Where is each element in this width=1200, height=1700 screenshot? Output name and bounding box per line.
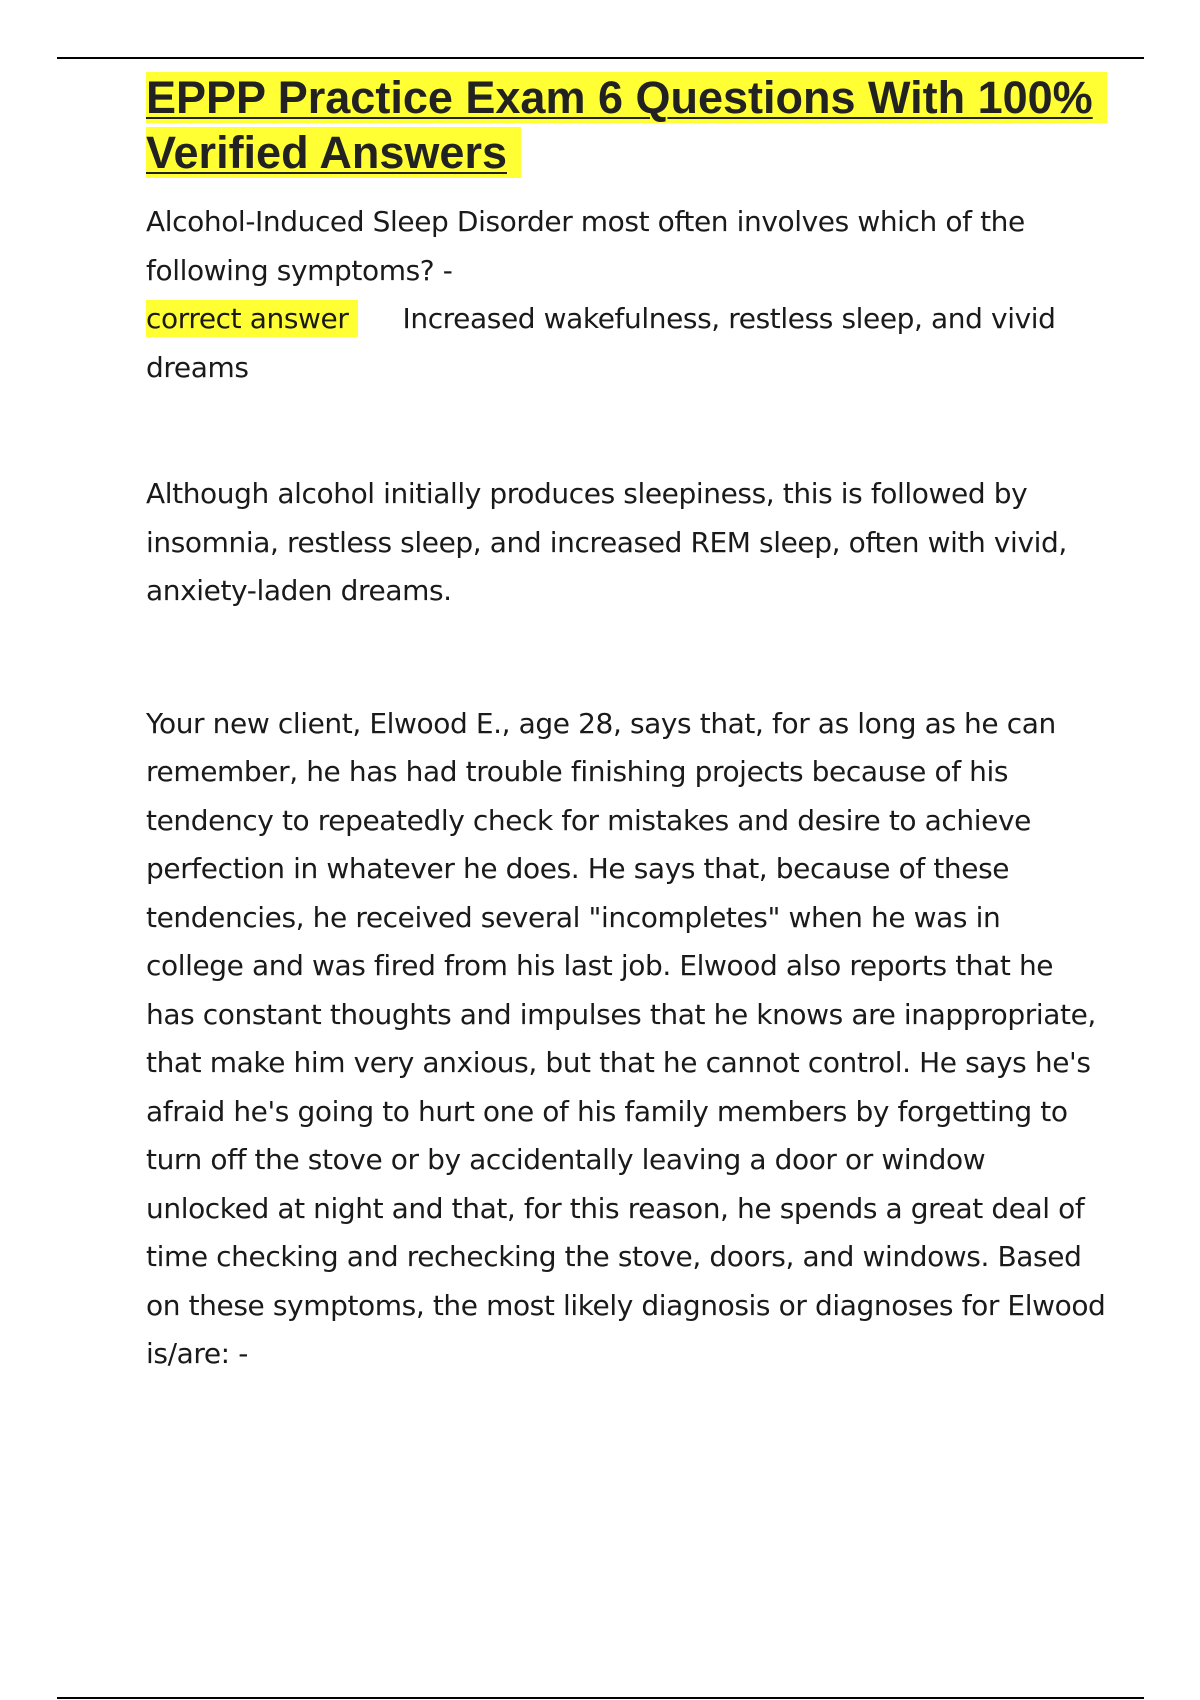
document-title: EPPP Practice Exam 6 Questions With 100% Verified Answers <box>146 70 1106 180</box>
question-1: Alcohol-Induced Sleep Disorder most often involves which of the following symptoms? - <box>146 205 1025 287</box>
top-rule <box>57 57 1144 59</box>
explanation-1: Although alcohol initially produces sleepiness, this is followed by insomnia, restless sleep, and increased REM sleep, often with vivid, anxiety-laden dreams. <box>146 477 1067 607</box>
answer-label: correct answer <box>146 300 358 337</box>
question-2: Your new client, Elwood E., age 28, says that, for as long as he can remember, he has had trouble finishing projects because of his tendency to repeatedly check for mistakes and desire to achieve perfection in whatever he does. He says that, because of these tendencies, he received several "incompletes" when he was in college and was fired from his last job. Elwood also reports that he has constant thoughts and impulses that he knows are inappropriate, that make him very anxious, but that he cannot control. He says he's afraid he's going to hurt one of his family members by forgetting to turn off the stove or by accidentally leaving a door or window unlocked at night and that, for this reason, he spends a great deal of time checking and rechecking the stove, doors, and windows. Based on these symptoms, the most likely diagnosis or diagnoses for Elwood is/are: - <box>146 706 1106 1370</box>
document-body <box>146 70 1106 1379</box>
bottom-rule <box>57 1697 1144 1699</box>
answer-1 <box>146 295 1106 392</box>
answer-text: Increased wakefulness, restless sleep, and vivid dreams <box>146 302 1056 384</box>
